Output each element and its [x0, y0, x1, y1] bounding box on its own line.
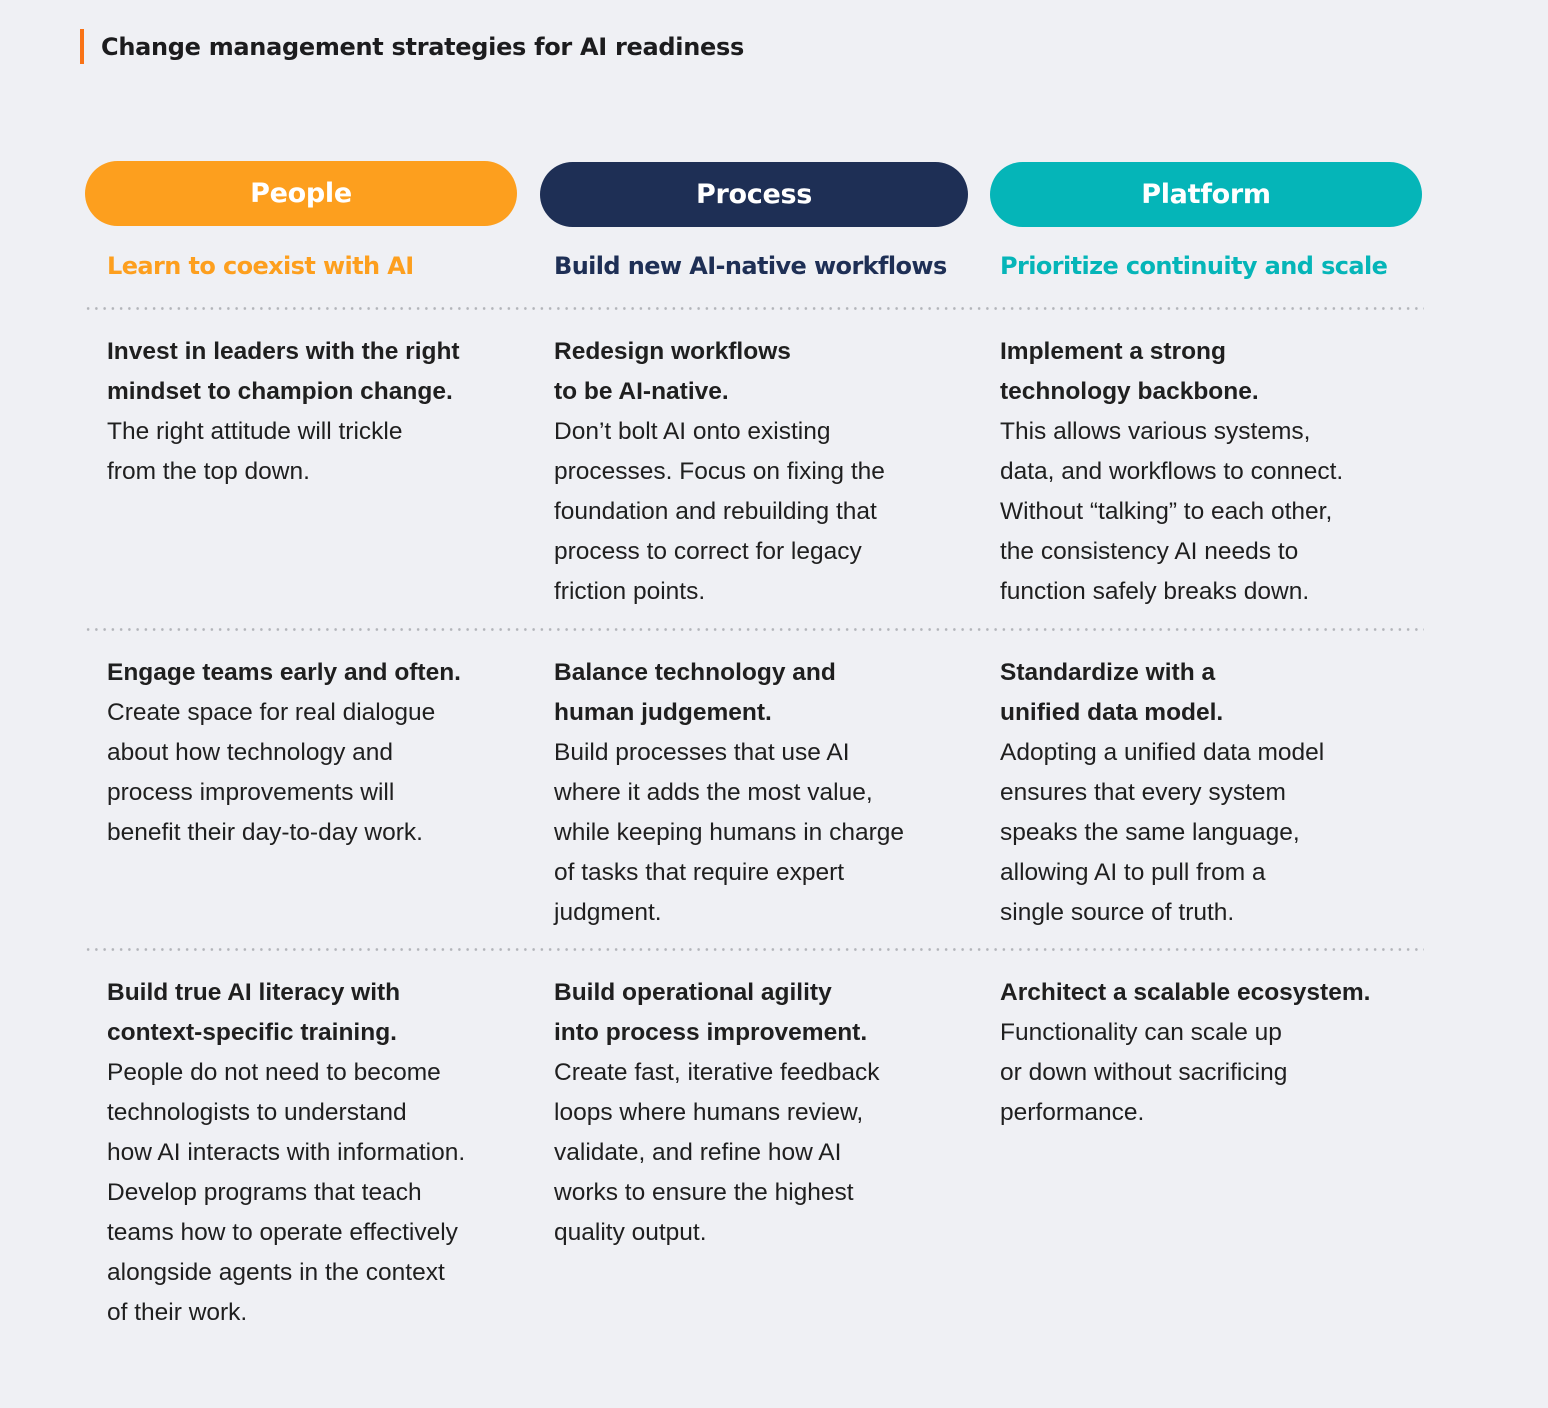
strategy-heading	[107, 332, 507, 412]
text-line: technology backbone.	[1000, 378, 1259, 405]
text-line: Develop programs that teach	[107, 1179, 422, 1206]
text-line: validate, and refine how AI	[554, 1139, 842, 1166]
text-line: performance.	[1000, 1099, 1145, 1126]
strategy-heading	[1000, 973, 1400, 1013]
text-line: The right attitude will trickle	[107, 418, 403, 445]
text-line: where it adds the most value,	[554, 779, 873, 806]
strategy-description	[107, 693, 507, 853]
text-line: judgment.	[554, 899, 662, 926]
text-line: of tasks that require expert	[554, 859, 845, 886]
text-line: Create fast, iterative feedback	[554, 1059, 880, 1086]
text-line: alongside agents in the context	[107, 1259, 445, 1286]
subtitle-platform: Prioritize continuity and scale	[1000, 252, 1388, 280]
subtitle-people: Learn to coexist with AI	[107, 252, 414, 280]
page-title: Change management strategies for AI readiness	[101, 32, 744, 61]
text-line: process improvements will	[107, 779, 395, 806]
dotted-divider	[84, 307, 1424, 310]
dotted-divider	[84, 948, 1424, 951]
strategy-cell-process-1	[554, 332, 954, 612]
text-line: Build operational agility	[554, 979, 832, 1006]
strategy-cell-process-2	[554, 653, 954, 933]
text-line: data, and workflows to connect.	[1000, 458, 1344, 485]
text-line: allowing AI to pull from a	[1000, 859, 1266, 886]
text-line: benefit their day-to-day work.	[107, 819, 423, 846]
text-line: technologists to understand	[107, 1099, 407, 1126]
subtitle-process: Build new AI-native workflows	[554, 252, 947, 280]
strategy-description	[554, 733, 954, 933]
strategy-cell-platform-2	[1000, 653, 1400, 933]
text-line: the consistency AI needs to	[1000, 538, 1299, 565]
text-line: from the top down.	[107, 458, 310, 485]
pill-label-people: People	[250, 178, 352, 209]
text-line: Build processes that use AI	[554, 739, 850, 766]
text-line: Engage teams early and often.	[107, 659, 461, 686]
text-line: Build true AI literacy with	[107, 979, 401, 1006]
strategy-cell-people-1	[107, 332, 507, 492]
strategy-description	[554, 1053, 954, 1253]
text-line: This allows various systems,	[1000, 418, 1311, 445]
strategy-heading	[554, 973, 954, 1053]
text-line: processes. Focus on fixing the	[554, 458, 885, 485]
text-line: process to correct for legacy	[554, 538, 862, 565]
text-line: Invest in leaders with the right	[107, 338, 460, 365]
strategy-heading	[554, 332, 954, 412]
strategy-description	[554, 412, 954, 612]
text-line: speaks the same language,	[1000, 819, 1300, 846]
text-line: Functionality can scale up	[1000, 1019, 1282, 1046]
text-line: Adopting a unified data model	[1000, 739, 1325, 766]
text-line: how AI interacts with information.	[107, 1139, 466, 1166]
text-line: People do not need to become	[107, 1059, 441, 1086]
strategy-cell-platform-1	[1000, 332, 1400, 612]
pill-label-platform: Platform	[1141, 179, 1271, 210]
strategy-description	[107, 1053, 507, 1333]
text-line: about how technology and	[107, 739, 394, 766]
text-line: Without “talking” to each other,	[1000, 498, 1333, 525]
strategy-heading	[1000, 332, 1400, 412]
text-line: unified data model.	[1000, 699, 1224, 726]
dotted-divider	[84, 628, 1424, 631]
title-accent-bar	[80, 29, 84, 64]
strategy-description	[107, 412, 507, 492]
strategy-cell-people-2	[107, 653, 507, 853]
text-line: into process improvement.	[554, 1019, 868, 1046]
strategy-description	[1000, 733, 1400, 933]
text-line: loops where humans review,	[554, 1099, 864, 1126]
text-line: Architect a scalable ecosystem.	[1000, 979, 1371, 1006]
text-line: friction points.	[554, 578, 706, 605]
text-line: Create space for real dialogue	[107, 699, 436, 726]
text-line: ensures that every system	[1000, 779, 1286, 806]
text-line: Balance technology and	[554, 659, 836, 686]
strategy-cell-platform-3	[1000, 973, 1400, 1133]
text-line: foundation and rebuilding that	[554, 498, 877, 525]
strategy-heading	[554, 653, 954, 733]
strategy-cell-process-3	[554, 973, 954, 1253]
strategy-heading	[1000, 653, 1400, 733]
page-header	[80, 29, 744, 64]
pill-process	[540, 162, 968, 227]
text-line: teams how to operate effectively	[107, 1219, 458, 1246]
strategy-heading	[107, 653, 507, 693]
text-line: Implement a strong	[1000, 338, 1226, 365]
pill-label-process: Process	[695, 179, 812, 210]
text-line: Redesign workflows	[554, 338, 791, 365]
strategy-description	[1000, 1013, 1400, 1133]
pill-people	[85, 161, 517, 226]
text-line: context-specific training.	[107, 1019, 397, 1046]
text-line: mindset to champion change.	[107, 378, 453, 405]
text-line: single source of truth.	[1000, 899, 1235, 926]
strategy-heading	[107, 973, 507, 1053]
text-line: of their work.	[107, 1299, 248, 1326]
text-line: quality output.	[554, 1219, 707, 1246]
text-line: Standardize with a	[1000, 659, 1216, 686]
pill-platform	[990, 162, 1422, 227]
strategy-cell-people-3	[107, 973, 507, 1333]
text-line: works to ensure the highest	[554, 1179, 854, 1206]
strategy-description	[1000, 412, 1400, 612]
text-line: or down without sacrificing	[1000, 1059, 1288, 1086]
text-line: to be AI-native.	[554, 378, 729, 405]
text-line: human judgement.	[554, 699, 772, 726]
text-line: function safely breaks down.	[1000, 578, 1310, 605]
text-line: while keeping humans in charge	[554, 819, 905, 846]
text-line: Don’t bolt AI onto existing	[554, 418, 831, 445]
